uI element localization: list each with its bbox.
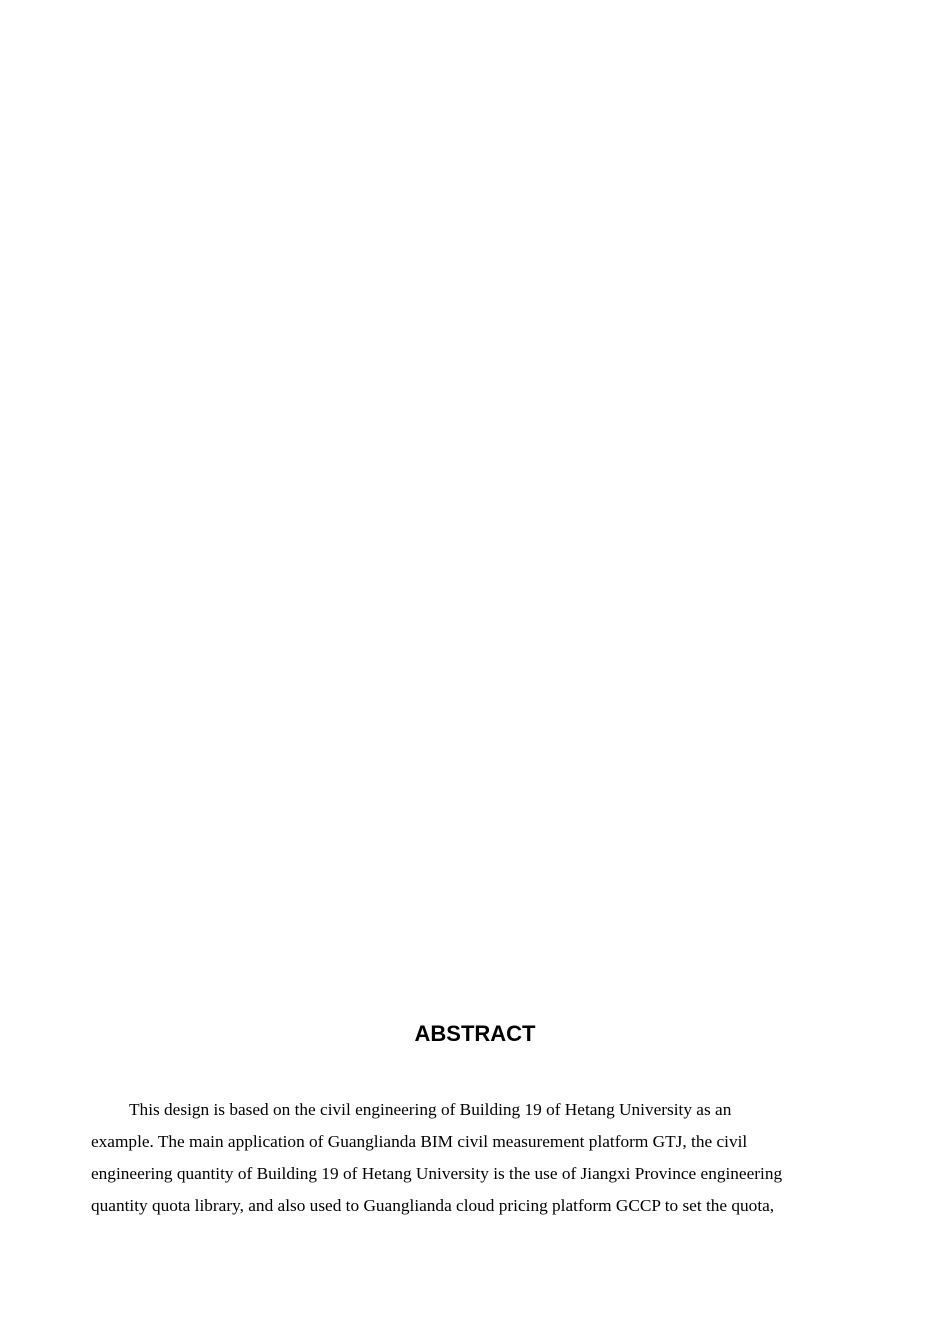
abstract-paragraph: [91, 1094, 861, 1222]
abstract-line: engineering quantity of Building 19 of Hetang University is the use of Jiangxi Province engineering: [91, 1164, 783, 1183]
abstract-line: This design is based on the civil engineering of Building 19 of Hetang University as an: [129, 1100, 732, 1119]
abstract-line: example. The main application of Guanglianda BIM civil measurement platform GTJ, the civil: [91, 1132, 748, 1151]
abstract-heading: ABSTRACT: [414, 1021, 536, 1046]
abstract-line: quantity quota library, and also used to Guanglianda cloud pricing platform GCCP to set the quota,: [91, 1196, 775, 1215]
